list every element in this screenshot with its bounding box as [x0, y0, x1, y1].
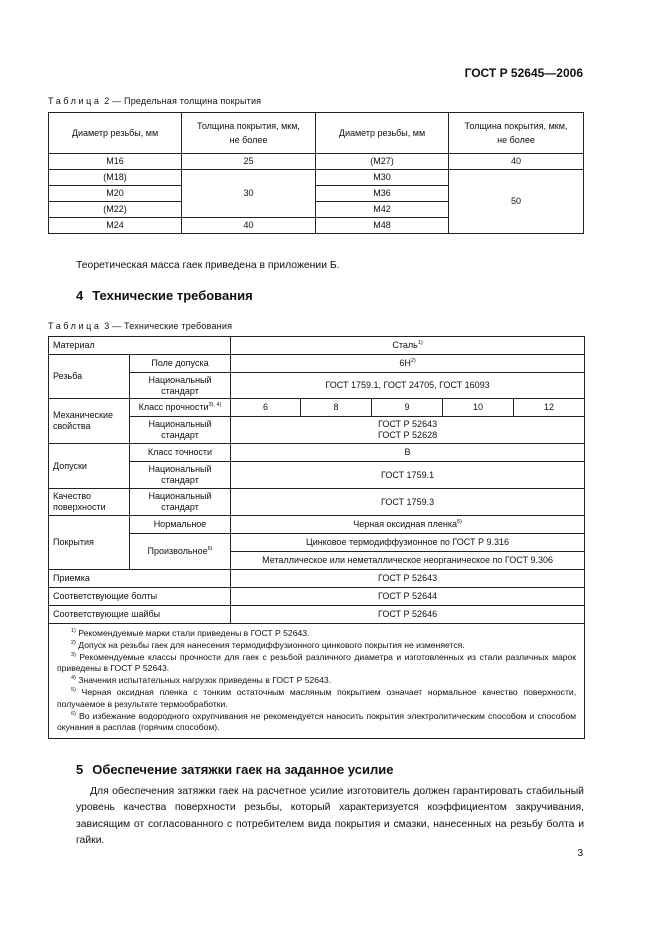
footnote: $^{1)}$ Рекомендуемые марки стали приведены в ГОСТ Р 52643. — [71, 628, 310, 638]
technical-requirements-table — [48, 336, 585, 739]
material-label: Материал — [49, 337, 231, 355]
standard-designation: ГОСТ Р 52645—2006 — [464, 66, 583, 80]
footnote: $^{4)}$ Значения испытательных нагрузок приведены в ГОСТ Р 52643. — [71, 675, 332, 686]
arbitrary-coating-value-1: Цинковое термодиффузионное по ГОСТ Р 9.316 — [231, 534, 585, 552]
table-cell: 30 — [182, 170, 316, 218]
accuracy-class-value: B — [231, 444, 585, 462]
table-cell: M48 — [316, 218, 449, 234]
table-cell: (M22) — [49, 202, 182, 218]
table3-caption-number: 3 — [104, 321, 110, 331]
table-cell: 40 — [449, 154, 584, 170]
thread-standards: ГОСТ 1759.1, ГОСТ 24705, ГОСТ 16093 — [231, 373, 585, 399]
section5-number: 5 — [76, 762, 84, 777]
tolerance-field-label: Поле допуска — [130, 355, 231, 373]
table2-caption-title: — Предельная толщина покрытия — [112, 96, 262, 106]
table3-caption-word: Таблица — [48, 321, 102, 331]
mech-label: Механические свойства — [49, 399, 130, 444]
surface-standard: ГОСТ 1759.3 — [231, 489, 585, 516]
surface-label: Качество поверхности — [49, 489, 130, 516]
section4-title: Технические требования — [92, 288, 253, 303]
section5-heading — [76, 762, 393, 777]
acceptance-label: Приемка — [49, 570, 231, 588]
table-cell: M16 — [49, 154, 182, 170]
table2-caption-word: Таблица — [48, 96, 102, 106]
national-standard-label: Национальный стандарт — [130, 373, 231, 399]
table2-caption-number: 2 — [104, 96, 110, 106]
arbitrary-coating-label: Произвольное$^{6)}$ — [130, 534, 231, 570]
mass-note: Теоретическая масса гаек приведена в приложении Б. — [76, 260, 340, 271]
table-cell: (M18) — [49, 170, 182, 186]
tolerance-standard: ГОСТ 1759.1 — [231, 462, 585, 489]
strength-class-6: 6 — [231, 399, 301, 417]
national-standard-label: Национальный стандарт — [130, 489, 231, 516]
section4-heading — [76, 288, 253, 303]
washers-standard: ГОСТ Р 52646 — [231, 606, 585, 624]
section5-paragraph: Для обеспечения затяжки гаек на расчетное усилие изготовитель должен гарантировать стабильный уровень качества поверхности резьбы, который характеризуется коэффициентом закручивания, зависящим от согласованного с потребителем вида покрытия и смазки, нанесенных на резьбу болта и гайки. — [76, 786, 584, 847]
t2-header-diameter: Диаметр резьбы, мм — [49, 113, 182, 154]
table-cell: 40 — [182, 218, 316, 234]
table-cell: (M27) — [316, 154, 449, 170]
footnote: $^{3)}$ Рекомендуемые классы прочности для гаек с резьбой различного диаметра и изготовленных из стали различных марок приведены в ГОСТ Р 52643. — [57, 651, 577, 674]
strength-class-9: 9 — [372, 399, 443, 417]
bolts-label: Соответствующие болты — [49, 588, 231, 606]
thread-label: Резьба — [49, 355, 130, 399]
table-cell: M24 — [49, 218, 182, 234]
strength-class-12: 12 — [514, 399, 585, 417]
washers-label: Соответствующие шайбы — [49, 606, 231, 624]
acceptance-standard: ГОСТ Р 52643 — [231, 570, 585, 588]
table3-caption-title: — Технические требования — [112, 321, 233, 331]
table-cell: M20 — [49, 186, 182, 202]
t2-header-diameter-2: Диаметр резьбы, мм — [316, 113, 449, 154]
tolerances-label: Допуски — [49, 444, 130, 489]
strength-class-10: 10 — [443, 399, 514, 417]
coating-thickness-table — [48, 112, 584, 234]
strength-class-8: 8 — [301, 399, 372, 417]
section5-body — [76, 784, 584, 850]
national-standard-label: Национальный стандарт — [130, 462, 231, 489]
normal-coating-label: Нормальное — [130, 516, 231, 534]
table-cell: 25 — [182, 154, 316, 170]
mech-standards: ГОСТ Р 52643 ГОСТ Р 52628 — [231, 417, 585, 444]
footnote: $^{2)}$ Допуск на резьбы гаек для нанесения термодиффузионного цинкового покрытия не изменяется. — [71, 639, 465, 650]
t2-header-thickness-2: Толщина покрытия, мкм, не более — [449, 113, 584, 154]
table-cell: M36 — [316, 186, 449, 202]
table-cell: 50 — [449, 170, 584, 234]
table-cell: M30 — [316, 170, 449, 186]
table3-footnotes — [49, 624, 585, 739]
tolerance-field-value: $6H^{2)}$ — [231, 355, 585, 373]
normal-coating-value: Черная оксидная пленка$^{5)}$ — [231, 516, 585, 534]
national-standard-label: Национальный стандарт — [130, 417, 231, 444]
section5-title: Обеспечение затяжки гаек на заданное усилие — [92, 762, 394, 777]
accuracy-class-label: Класс точности — [130, 444, 231, 462]
bolts-standard: ГОСТ Р 52644 — [231, 588, 585, 606]
t2-header-thickness: Толщина покрытия, мкм, не более — [182, 113, 316, 154]
coating-label: Покрытия — [49, 516, 130, 570]
table3-caption — [48, 321, 232, 331]
page-number: 3 — [577, 848, 583, 859]
arbitrary-coating-value-2: Металлическое или неметаллическое неорганическое по ГОСТ 9.306 — [231, 552, 585, 570]
strength-class-label: Класс прочности$^{3), 4)}$ — [130, 399, 231, 417]
table-cell: M42 — [316, 202, 449, 218]
footnote: $^{6)}$ Во избежание водородного охрупчивания не рекомендуется наносить покрытия электролитическим способом и способом окунания в расплав (горячим способом). — [57, 710, 577, 733]
section4-number: 4 — [76, 288, 84, 303]
footnote: $^{5)}$ Черная оксидная пленка с тонким остаточным масляным покрытием означает нормальное качество поверхности, получаемое в результате термообработки. — [57, 686, 577, 709]
material-value: Сталь$^{1)}$ — [231, 337, 585, 355]
table2-caption — [48, 96, 261, 106]
